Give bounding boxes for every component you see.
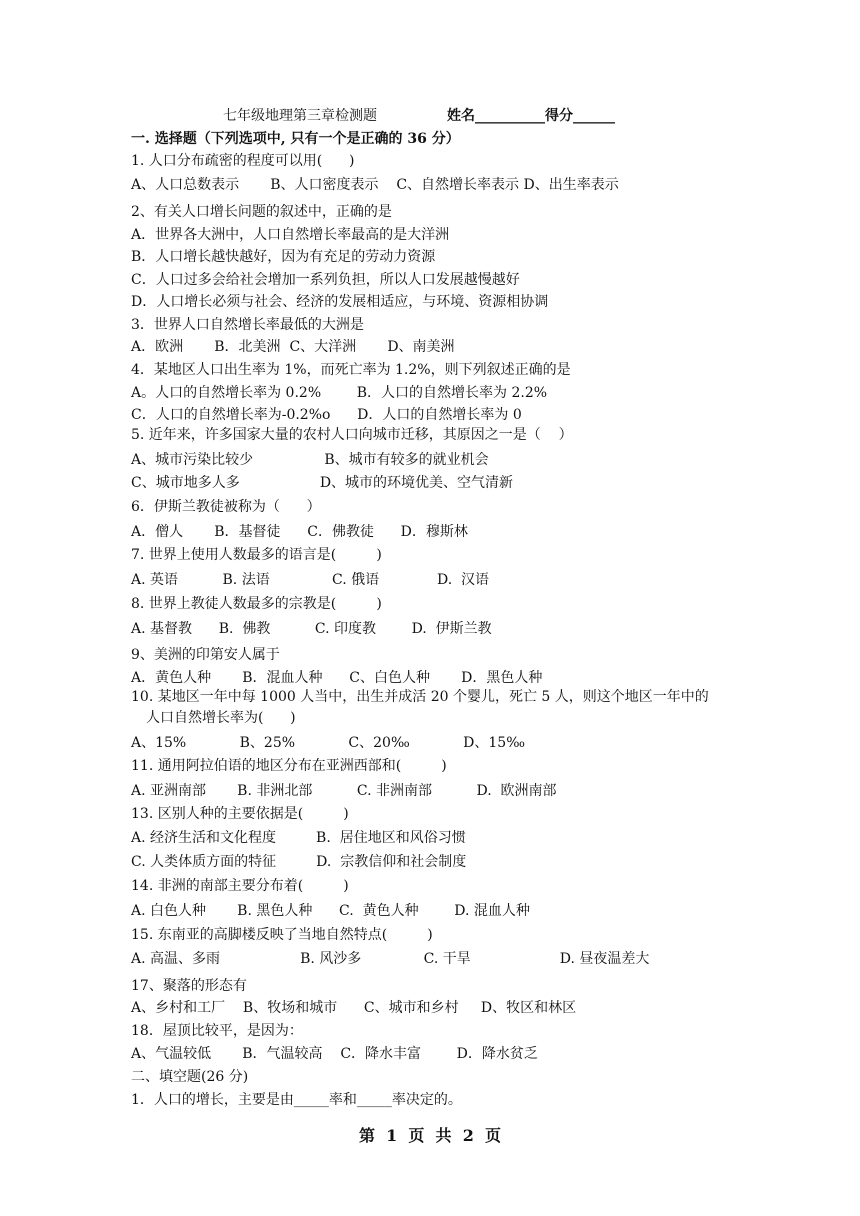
- name-score-field: 姓名__________得分______: [447, 108, 615, 124]
- question-1: 1. 人口分布疏密的程度可以用( ): [131, 153, 355, 169]
- question-9: 9、美洲的印第安人属于: [131, 647, 280, 663]
- question-2-option-a: A．世界各大洲中，人口自然增长率最高的是大洋洲: [131, 227, 450, 243]
- question-14-options: A. 白色人种 B. 黑色人种 C. 黄色人种 D. 混血人种: [131, 903, 530, 919]
- question-5-options-cd: C、城市地多人多 D、城市的环境优美、空气清新: [131, 475, 514, 491]
- section-heading-fill-in: 二、填空题(26 分): [131, 1069, 249, 1085]
- question-5: 5. 近年来，许多国家大量的农村人口向城市迁移，其原因之一是（ ）: [131, 427, 573, 443]
- question-15: 15. 东南亚的高脚楼反映了当地自然特点( ): [131, 927, 433, 943]
- question-2-option-c: C．人口过多会给社会增加一系列负担，所以人口发展越慢越好: [131, 272, 520, 288]
- question-1-options: A、人口总数表示 B、人口密度表示 C、自然增长率表示 D、出生率表示: [131, 177, 619, 193]
- question-3-options: A．欧洲 B．北美洲 C、大洋洲 D、南美洲: [131, 339, 455, 355]
- question-13: 13. 区别人种的主要依据是( ): [131, 806, 349, 822]
- question-6-options: A．僧人 B．基督徒 C．佛教徒 D．穆斯林: [131, 524, 468, 540]
- question-18-options: A、气温较低 B．气温较高 C．降水丰富 D．降水贫乏: [131, 1046, 538, 1062]
- question-4-options-ab: A。人口的自然增长率为 0.2% B．人口的自然增长率为 2.2%: [131, 385, 548, 401]
- document-header: [223, 107, 615, 125]
- question-13-options-cd: C. 人类体质方面的特征 D. 宗教信仰和社会制度: [131, 854, 467, 870]
- question-9-options: A．黄色人种 B．混血人种 C、白色人种 D．黑色人种: [131, 670, 543, 686]
- question-8: 8. 世界上教徒人数最多的宗教是( ): [131, 596, 382, 612]
- question-10-options: A、15% B、25% C、20‰ D、15‰: [131, 735, 525, 751]
- question-17: 17、聚落的形态有: [131, 978, 247, 994]
- question-8-options: A. 基督教 B. 佛教 C. 印度教 D. 伊斯兰教: [131, 621, 492, 637]
- question-17-options: A、乡村和工厂 B、牧场和城市 C、城市和乡村 D、牧区和林区: [131, 1000, 577, 1016]
- question-2: 2、有关人口增长问题的叙述中，正确的是: [131, 204, 392, 220]
- question-7-options: A. 英语 B. 法语 C. 俄语 D. 汉语: [131, 572, 490, 588]
- question-4: 4．某地区人口出生率为 1%，而死亡率为 1.2%，则下列叙述正确的是: [131, 362, 571, 378]
- document-title: 七年级地理第三章检测题: [223, 108, 377, 124]
- question-18: 18．屋顶比较平，是因为：: [131, 1023, 303, 1039]
- question-10: 10. 某地区一年中每 1000 人当中，出生并成活 20 个婴儿，死亡 5 人，则这个地区一年中的: [131, 689, 709, 705]
- section-heading-choice: 一. 选择题（下列选项中, 只有一个是正确的 36 分）: [131, 131, 460, 147]
- question-10-continued: 人口自然增长率为( ): [146, 710, 296, 726]
- question-11: 11. 通用阿拉伯语的地区分布在亚洲西部和( ): [131, 758, 447, 774]
- question-2-option-d: D．人口增长必须与社会、经济的发展相适应，与环境、资源相协调: [131, 294, 549, 310]
- question-14: 14. 非洲的南部主要分布着( ): [131, 878, 349, 894]
- question-15-options: A. 高温、多雨 B. 风沙多 C. 干旱 D. 昼夜温差大: [131, 951, 650, 967]
- page-footer: 第 1 页 共 2 页: [359, 1126, 501, 1145]
- question-5-options-ab: A、城市污染比较少 B、城市有较多的就业机会: [131, 452, 489, 468]
- question-6: 6．伊斯兰教徒被称为（ ）: [131, 499, 321, 515]
- question-2-option-b: B．人口增长越快越好，因为有充足的劳动力资源: [131, 249, 436, 265]
- question-3: 3．世界人口自然增长率最低的大洲是: [131, 317, 364, 333]
- question-13-options-ab: A. 经济生活和文化程度 B. 居住地区和风俗习惯: [131, 830, 466, 846]
- question-4-options-cd: C．人口的自然增长率为-0.2%o D．人口的自然增长率为 0: [131, 407, 522, 423]
- question-7: 7. 世界上使用人数最多的语言是( ): [131, 547, 382, 563]
- fill-in-question-1: 1．人口的增长，主要是由_____率和_____率决定的。: [131, 1092, 462, 1108]
- question-11-options: A. 亚洲南部 B. 非洲北部 C. 非洲南部 D. 欧洲南部: [131, 783, 557, 799]
